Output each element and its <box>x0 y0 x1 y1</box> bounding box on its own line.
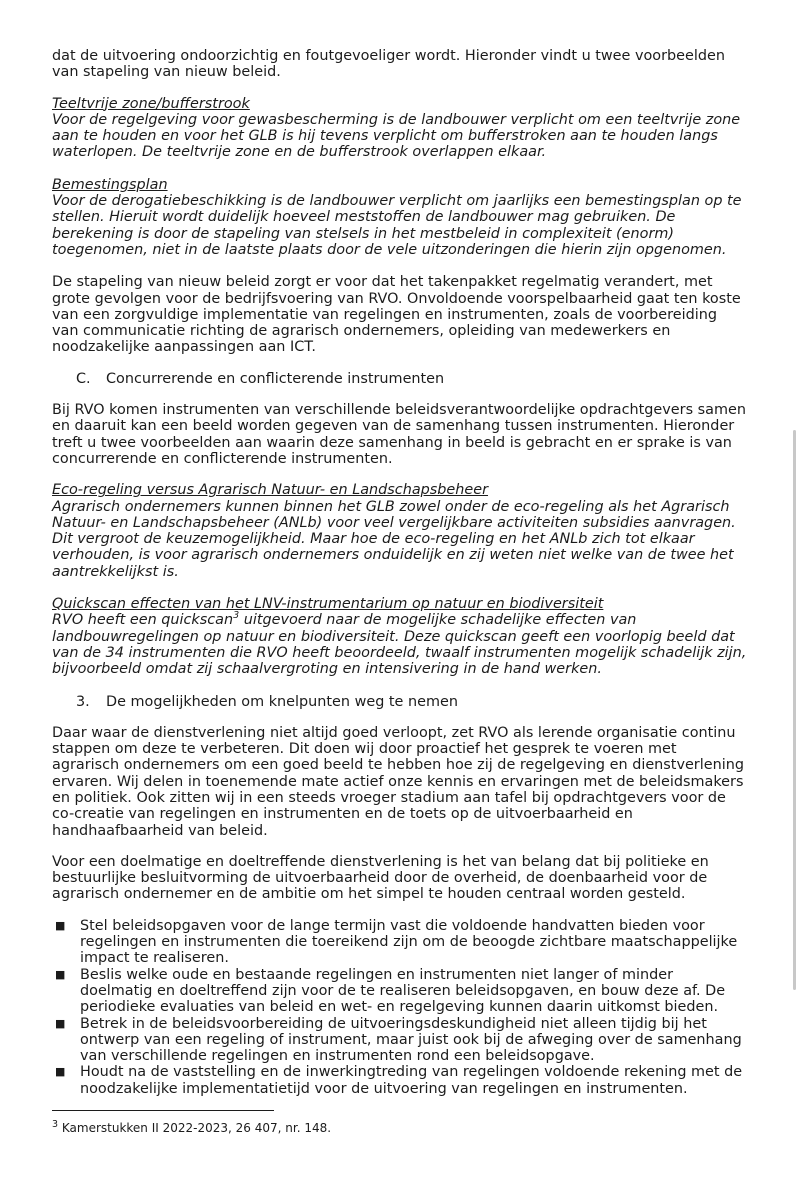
footnote-number: 3 <box>52 1119 59 1130</box>
bullet-icon: ■ <box>55 918 66 932</box>
section-title: Concurrerende en conflicterende instrumenten <box>106 370 445 387</box>
example-quickscan <box>52 596 748 677</box>
section-heading-c <box>76 371 748 387</box>
example-title: Teeltvrije zone/bufferstrook <box>52 95 250 112</box>
list-item: ■ Houdt na de vaststelling en de inwerkingtreding van regelingen voldoende rekening met de noodzakelijke implementatietijd voor de uitvoering van regelingen en instrumenten. <box>55 1064 743 1097</box>
section-marker: 3. <box>76 693 90 710</box>
doelmatige-paragraph: Voor een doelmatige en doeltreffende dienstverlening is het van belang dat bij politieke en bestuurlijke besluitvorming de uitvoerbaarheid door de overheid, de doenbaarheid voor de agrarisch ondernemer en de ambitie om het simpel te houden centraal worden gesteld. <box>52 853 709 903</box>
example-eco-regeling <box>52 482 748 580</box>
example-title: Bemestingsplan <box>52 176 168 193</box>
example-bemestingsplan <box>52 177 748 258</box>
bullet-icon: ■ <box>55 1016 66 1030</box>
example-body <box>52 612 748 677</box>
example-title: Quickscan effecten van het LNV-instrumentarium op natuur en biodiversiteit <box>52 596 604 613</box>
stapeling-paragraph: De stapeling van nieuw beleid zorgt er voor dat het takenpakket regelmatig verandert, met grote gevolgen voor de bedrijfsvoering van RVO. Onvoldoende voorspelbaarheid gaat ten koste van een zorgvuldige implementatie van regelingen en instrumenten, zoals de voorbereiding van communicatie richting de agrarisch ondernemers, opleiding van medewerkers en noodzakelijke aanpassingen aan ICT. <box>52 274 741 356</box>
bullet-icon: ■ <box>55 1065 66 1079</box>
dienstverlening-paragraph: Daar waar de dienstverlening niet altijd goed verloopt, zet RVO als lerende organisatie continu stappen om deze te verbeteren. Dit doen wij door proactief het gesprek te voeren met agrarisch ondernemers om een goed beeld te hebben hoe zij de regelgeving en dienstverlening ervaren. Wij delen in toenemende mate actief onze kennis en ervaringen met de beleidsmakers en politiek. Ook zitten wij in een steeds vroeger stadium aan tafel bij opdrachtgevers voor de co-creatie van regelingen en instrumenten en de toets op de uitvoerbaarheid en handhaafbaarheid van beleid. <box>52 724 744 839</box>
example-body-rest: uitgevoerd naar de mogelijke schadelijke effecten van landbouwregelingen op natuur en biodiversiteit. Deze quickscan geeft een voorlopig beeld dat van de 34 instrumenten die RVO heeft beoordeeld, twaalf instrumenten mogelijk schadelijk zijn, bijvoorbeeld omdat zij schaalvergroting en intensivering in de hand werken. <box>52 612 747 678</box>
footnote-text: Kamerstukken II 2022-2023, 26 407, nr. 148. <box>58 1121 332 1135</box>
recommendation-list <box>52 918 748 1097</box>
list-item: ■ Betrek in de beleidsvoorbereiding de uitvoeringsdeskundigheid niet alleen tijdig bij het ontwerp van een regeling of instrument, maar juist ook bij de afweging over de samenhang van verschillende regelingen en instrumenten rond een beleidsopgave. <box>55 1015 742 1065</box>
footnote-divider <box>52 1110 274 1111</box>
section-marker: C. <box>76 370 91 387</box>
example-teeltvrije-zone <box>52 96 748 161</box>
example-body: Voor de derogatiebeschikking is de landbouwer verplicht om jaarlijks een bemestingsplan op te stellen. Hieruit wordt duidelijk hoeveel meststoffen de landbouwer mag gebruiken. De berekening is door de stapeling van stelsels in het mestbeleid in complexiteit (enorm) toegenomen, niet in de laatste plaats door de vele uitzonderingen die hierin zijn opgenomen. <box>52 193 742 258</box>
section-heading-3 <box>76 694 748 710</box>
example-body: Agrarisch ondernemers kunnen binnen het GLB zowel onder de eco-regeling als het Agrarisch Natuur- en Landschapsbeheer (ANLb) voor veel vergelijkbare activiteiten subsidies aanvragen. Dit vergroot de keuzemogelijkheid. Maar hoe de eco-regeling en het ANLb zich tot elkaar verhouden, is voor agrarisch ondernemers onduidelijk en zij weten niet welke van de twee het aantrekkelijkst is. <box>52 498 736 580</box>
example-body-start: RVO heeft een quickscan <box>52 612 234 629</box>
footnote <box>52 1121 331 1135</box>
example-title: Eco-regeling versus Agrarisch Natuur- en Landschapsbeheer <box>52 482 489 499</box>
intro-paragraph: dat de uitvoering ondoorzichtig en foutgevoeliger wordt. Hieronder vindt u twee voorbeelden van stapeling van nieuw beleid. <box>52 48 725 81</box>
section-title: De mogelijkheden om knelpunten weg te nemen <box>106 693 458 710</box>
example-body: Voor de regelgeving voor gewasbescherming is de landbouwer verplicht om een teeltvrije zone aan te houden en voor het GLB is hij tevens verplicht om bufferstroken aan te houden langs waterlopen. De teeltvrije zone en de bufferstrook overlappen elkaar. <box>52 111 741 161</box>
footnote-reference: 3 <box>233 610 240 622</box>
bullet-icon: ■ <box>55 967 66 981</box>
instrumenten-paragraph: Bij RVO komen instrumenten van verschillende beleidsverantwoordelijke opdrachtgevers samen en daaruit kan een beeld worden gegeven van de samenhang tussen instrumenten. Hieronder treft u twee voorbeelden aan waarin deze samenhang in beeld is gebracht en er sprake is van concurrerende en conflicterende instrumenten. <box>52 402 746 467</box>
list-item: ■ Beslis welke oude en bestaande regelingen en instrumenten niet langer of minder doelmatig en doeltreffend zijn voor de te realiseren beleidsopgaven, en bouw deze af. De periodieke evaluaties van beleid en wet- en regelgeving kunnen daarin uitkomst bieden. <box>55 966 726 1016</box>
list-item: ■ Stel beleidsopgaven voor de lange termijn vast die voldoende handvatten bieden voor regelingen en instrumenten die toereikend zijn om de beoogde zichtbare maatschappelijke impact te realiseren. <box>55 917 738 967</box>
